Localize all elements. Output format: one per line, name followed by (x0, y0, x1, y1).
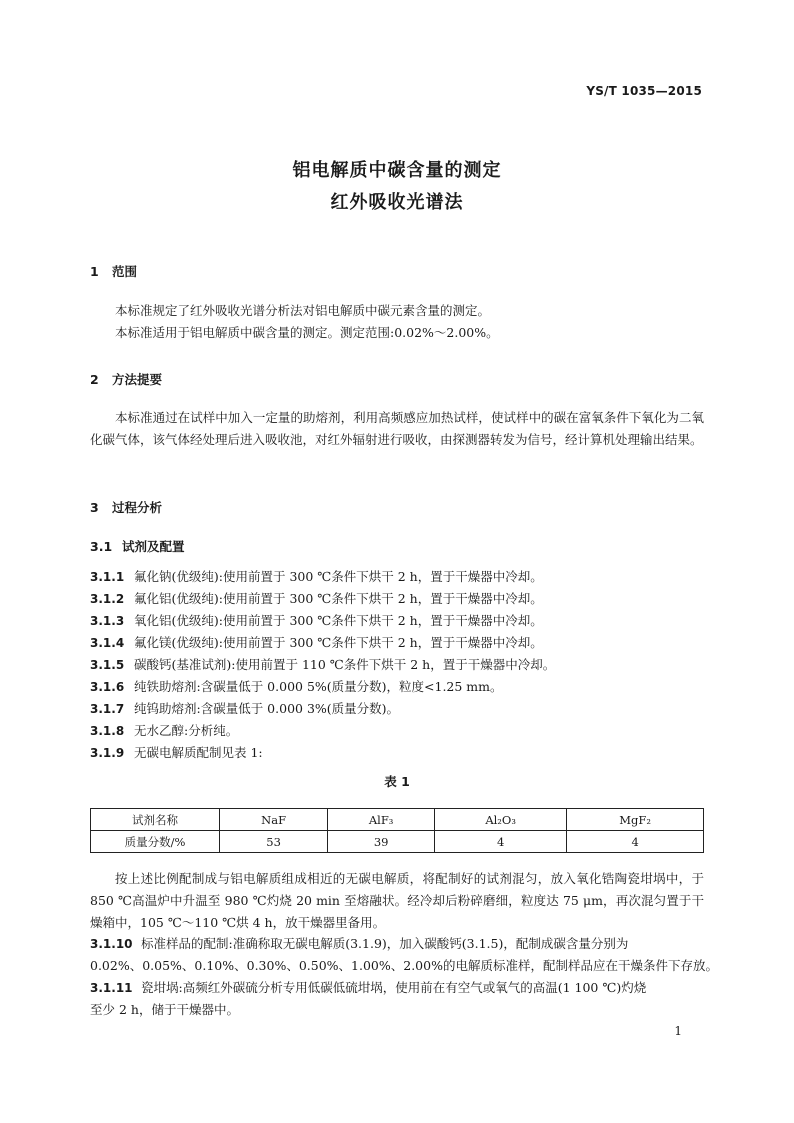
list-item (90, 567, 543, 585)
section-title: 方法提要 (112, 372, 163, 387)
reagent-composition-table (90, 808, 704, 853)
standard-code: YS/T 1035—2015 (586, 84, 702, 98)
table-header-cell: Al₂O₃ (435, 809, 567, 831)
item-number: 3.1.7 (90, 702, 125, 716)
item-text: 碳酸钙(基准试剂):使用前置于 110 ℃条件下烘干 2 h，置于干燥器中冷却。 (134, 657, 556, 672)
table-cell: 4 (435, 831, 567, 853)
table-cell: 39 (328, 831, 435, 853)
table-cell: 53 (220, 831, 328, 853)
list-item (90, 589, 543, 607)
list-item (90, 633, 543, 651)
section-title: 过程分析 (112, 500, 163, 515)
list-item (90, 677, 503, 695)
list-item (90, 978, 646, 996)
section-number: 2 (90, 372, 99, 387)
document-subtitle: 红外吸收光谱法 (330, 192, 464, 213)
item-number: 3.1.11 (90, 981, 133, 995)
item-number: 3.1.8 (90, 724, 125, 738)
list-item (90, 934, 628, 952)
item-text: 纯铁助熔剂:含碳量低于 0.000 5%(质量分数)，粒度<1.25 mm。 (134, 679, 503, 694)
section-heading-1 (90, 262, 137, 280)
item-number: 3.1.1 (90, 570, 125, 584)
item-number: 3.1.4 (90, 636, 125, 650)
list-item (90, 699, 399, 717)
item-text: 氟化铝(优级纯):使用前置于 300 ℃条件下烘干 2 h，置于干燥器中冷却。 (134, 591, 543, 606)
item-continuation: 0.02%、0.05%、0.10%、0.30%、0.50%、1.00%、2.00%的电解质标准样，配制样品应在干燥条件下存放。 (90, 958, 718, 973)
table-header-cell: AlF₃ (328, 809, 435, 831)
paragraph-preparation: 按上述比例配制成与铝电解质组成相近的无碳电解质，将配制好的试剂混匀，放入氧化锆陶瓷坩埚中，于 850 ℃高温炉中升温至 980 ℃灼烧 20 min 至熔融状。经冷却后粉碎磨细，粒度达 75 μm，再次混匀置于干燥箱中，105 ℃～110 ℃烘 4 h，放干燥器里备用。 (90, 871, 704, 930)
item-number: 3.1.9 (90, 746, 125, 760)
subsection-heading-3-1 (90, 537, 185, 555)
item-text: 瓷坩埚:高频红外碳硫分析专用低碳低硫坩埚，使用前在有空气或氧气的高温(1 100 ℃)灼烧 (141, 980, 647, 995)
section-heading-3 (90, 498, 162, 516)
item-text: 氟化镁(优级纯):使用前置于 300 ℃条件下烘干 2 h，置于干燥器中冷却。 (134, 635, 543, 650)
paragraph-scope-2: 本标准适用于铝电解质中碳含量的测定。测定范围:0.02%～2.00%。 (115, 325, 499, 340)
section-title: 范围 (112, 264, 138, 279)
table-header-cell: MgF₂ (567, 809, 704, 831)
table-header-row (91, 809, 704, 831)
paragraph-scope-1: 本标准规定了红外吸收光谱分析法对铝电解质中碳元素含量的测定。 (115, 303, 491, 318)
item-number: 3.1.6 (90, 680, 125, 694)
section-number: 3 (90, 500, 99, 515)
section-heading-2 (90, 370, 162, 388)
item-text: 标准样品的配制:准确称取无碳电解质(3.1.9)，加入碳酸钙(3.1.5)，配制成碳含量分别为 (141, 936, 629, 951)
item-text: 氧化铝(优级纯):使用前置于 300 ℃条件下烘干 2 h，置于干燥器中冷却。 (134, 613, 543, 628)
item-text: 纯钨助熔剂:含碳量低于 0.000 3%(质量分数)。 (134, 701, 400, 716)
table-cell: 4 (567, 831, 704, 853)
list-item (90, 743, 263, 761)
item-number: 3.1.2 (90, 592, 125, 606)
document-title: 铝电解质中碳含量的测定 (292, 160, 502, 181)
list-item (90, 721, 238, 739)
item-text: 氟化钠(优级纯):使用前置于 300 ℃条件下烘干 2 h，置于干燥器中冷却。 (134, 569, 543, 584)
table-title: 表 1 (384, 774, 410, 789)
section-number: 1 (90, 264, 99, 279)
item-text: 无水乙醇:分析纯。 (134, 723, 239, 738)
page-number: 1 (674, 1024, 682, 1038)
item-number: 3.1.3 (90, 614, 125, 628)
table-header-cell: NaF (220, 809, 328, 831)
table-header-cell: 试剂名称 (91, 809, 220, 831)
list-item (90, 655, 555, 673)
section-title: 试剂及配置 (122, 539, 185, 554)
list-item (90, 611, 543, 629)
item-number: 3.1.5 (90, 658, 125, 672)
paragraph-method-summary: 本标准通过在试样中加入一定量的助熔剂，利用高频感应加热试样，使试样中的碳在富氧条件下氧化为二氧化碳气体，该气体经处理后进入吸收池，对红外辐射进行吸收，由探测器转发为信号，经计算机处理输出结果。 (90, 410, 704, 447)
item-continuation: 至少 2 h，储于干燥器中。 (90, 1002, 239, 1017)
table-row (91, 831, 704, 853)
table-cell: 质量分数/% (91, 831, 220, 853)
item-number: 3.1.10 (90, 937, 133, 951)
section-number: 3.1 (90, 539, 113, 554)
item-text: 无碳电解质配制见表 1: (134, 745, 263, 760)
